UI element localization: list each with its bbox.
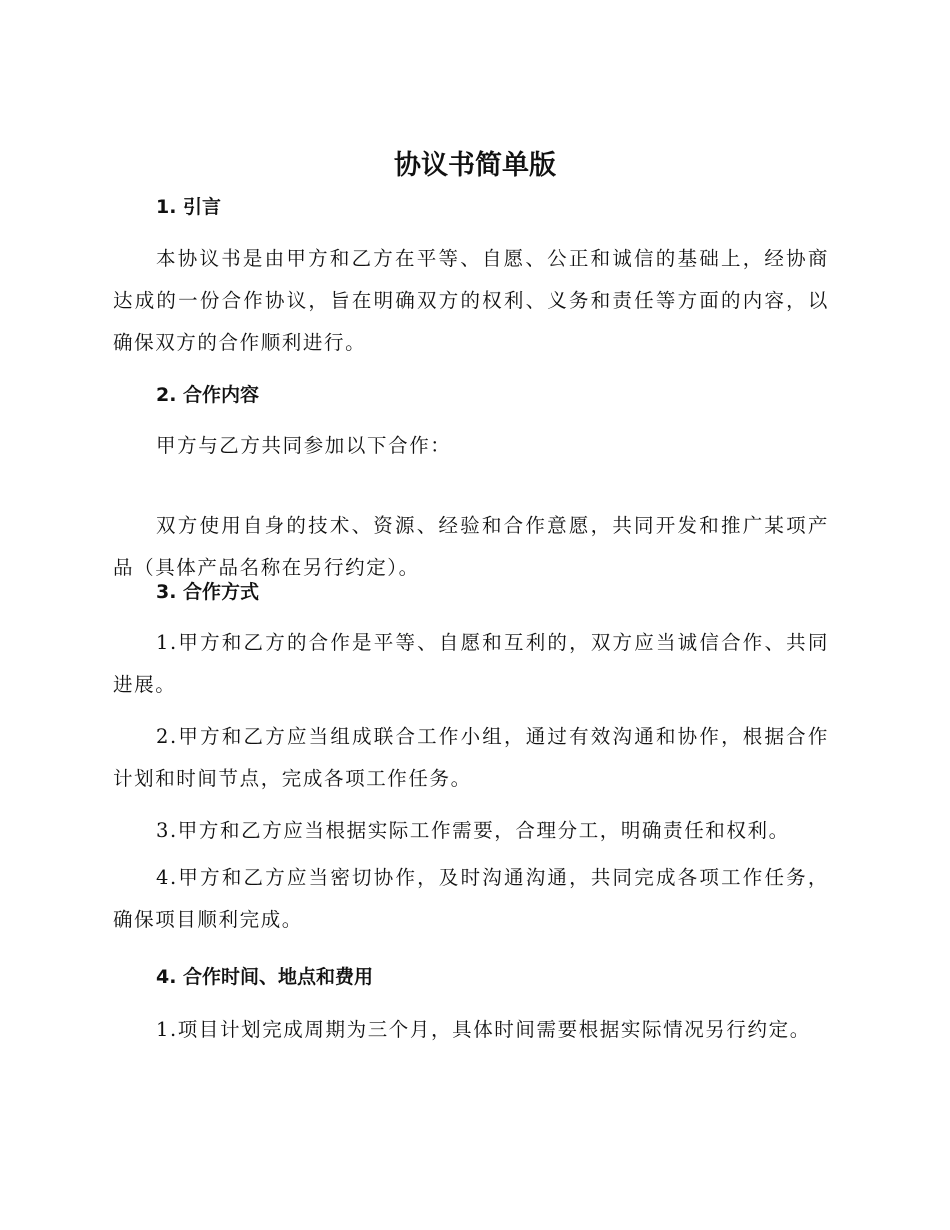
section-2-paragraph-1: 甲方与乙方共同参加以下合作： bbox=[156, 434, 452, 457]
section-heading-cooperation-method: 3. 合作方式 bbox=[156, 581, 260, 603]
section-2-paragraph-2: 双方使用自身的技术、资源、经验和合作意愿，共同开发和推广某项产品（具体产品名称在另行约定）。 bbox=[113, 514, 829, 579]
section-heading-introduction: 1. 引言 bbox=[156, 196, 222, 218]
section-1-paragraph-1: 本协议书是由甲方和乙方在平等、自愿、公正和诚信的基础上，经协商达成的一份合作协议，旨在明确双方的权利、义务和责任等方面的内容，以确保双方的合作顺利进行。 bbox=[113, 247, 829, 354]
section-4-paragraph-1: 1.项目计划完成周期为三个月，具体时间需要根据实际情况另行约定。 bbox=[156, 1018, 811, 1041]
section-heading-cooperation-content: 2. 合作内容 bbox=[156, 384, 260, 406]
section-3-paragraph-4: 4.甲方和乙方应当密切协作，及时沟通沟通，共同完成各项工作任务，确保项目顺利完成。 bbox=[113, 866, 829, 931]
section-3-paragraph-3: 3.甲方和乙方应当根据实际工作需要，合理分工，明确责任和权利。 bbox=[156, 819, 790, 842]
document-title: 协议书简单版 bbox=[394, 150, 556, 181]
section-3-paragraph-1: 1.甲方和乙方的合作是平等、自愿和互利的，双方应当诚信合作、共同进展。 bbox=[113, 631, 829, 696]
section-3-paragraph-2: 2.甲方和乙方应当组成联合工作小组，通过有效沟通和协作，根据合作计划和时间节点，完成各项工作任务。 bbox=[113, 725, 829, 790]
section-heading-time-place-cost: 4. 合作时间、地点和费用 bbox=[156, 966, 374, 988]
